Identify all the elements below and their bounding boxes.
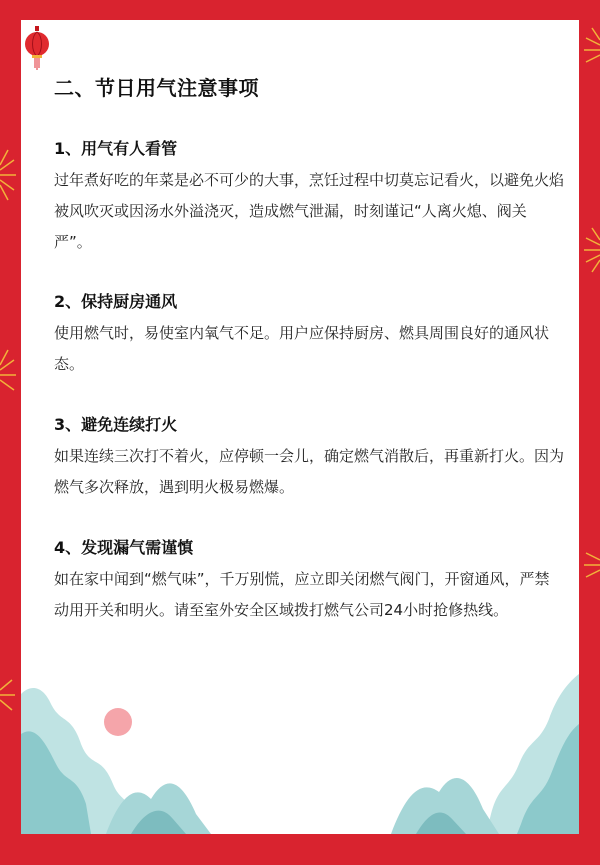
tip-body: 如果连续三次打不着火，应停顿一会儿，确定燃气消散后，再重新打火。因为燃气多次释放，遇到明火极易燃爆。 (54, 447, 565, 496)
firework-decoration-right (578, 0, 600, 865)
tip-item (54, 137, 564, 258)
lantern-icon (23, 26, 51, 70)
section-title: 二、节日用气注意事项 (54, 76, 259, 100)
tip-body: 使用燃气时，易使室内氧气不足。用户应保持厨房、燃具周围良好的通风状态。 (54, 324, 550, 373)
tip-title: 2、保持厨房通风 (54, 292, 178, 311)
mountain-decoration (21, 674, 579, 834)
tip-title: 4、发现漏气需谨慎 (54, 538, 194, 557)
firework-decoration-left (0, 0, 22, 865)
tip-item (54, 536, 564, 626)
tip-body: 如在家中闻到“燃气味”，千万别慌，应立即关闭燃气阀门，开窗通风，严禁动用开关和明火。请至室外安全区域拨打燃气公司24小时抢修热线。 (54, 570, 550, 619)
tip-item (54, 290, 564, 380)
tip-title: 1、用气有人看管 (54, 139, 178, 158)
tip-item (54, 413, 564, 503)
sun-icon (104, 708, 132, 736)
tip-title: 3、避免连续打火 (54, 415, 178, 434)
content-panel (21, 20, 579, 834)
tip-body: 过年煮好吃的年菜是必不可少的大事，烹饪过程中切莫忘记看火，以避免火焰被风吹灭或因汤水外溢浇灭，造成燃气泄漏，时刻谨记“人离火熄、阀关严”。 (54, 171, 565, 251)
